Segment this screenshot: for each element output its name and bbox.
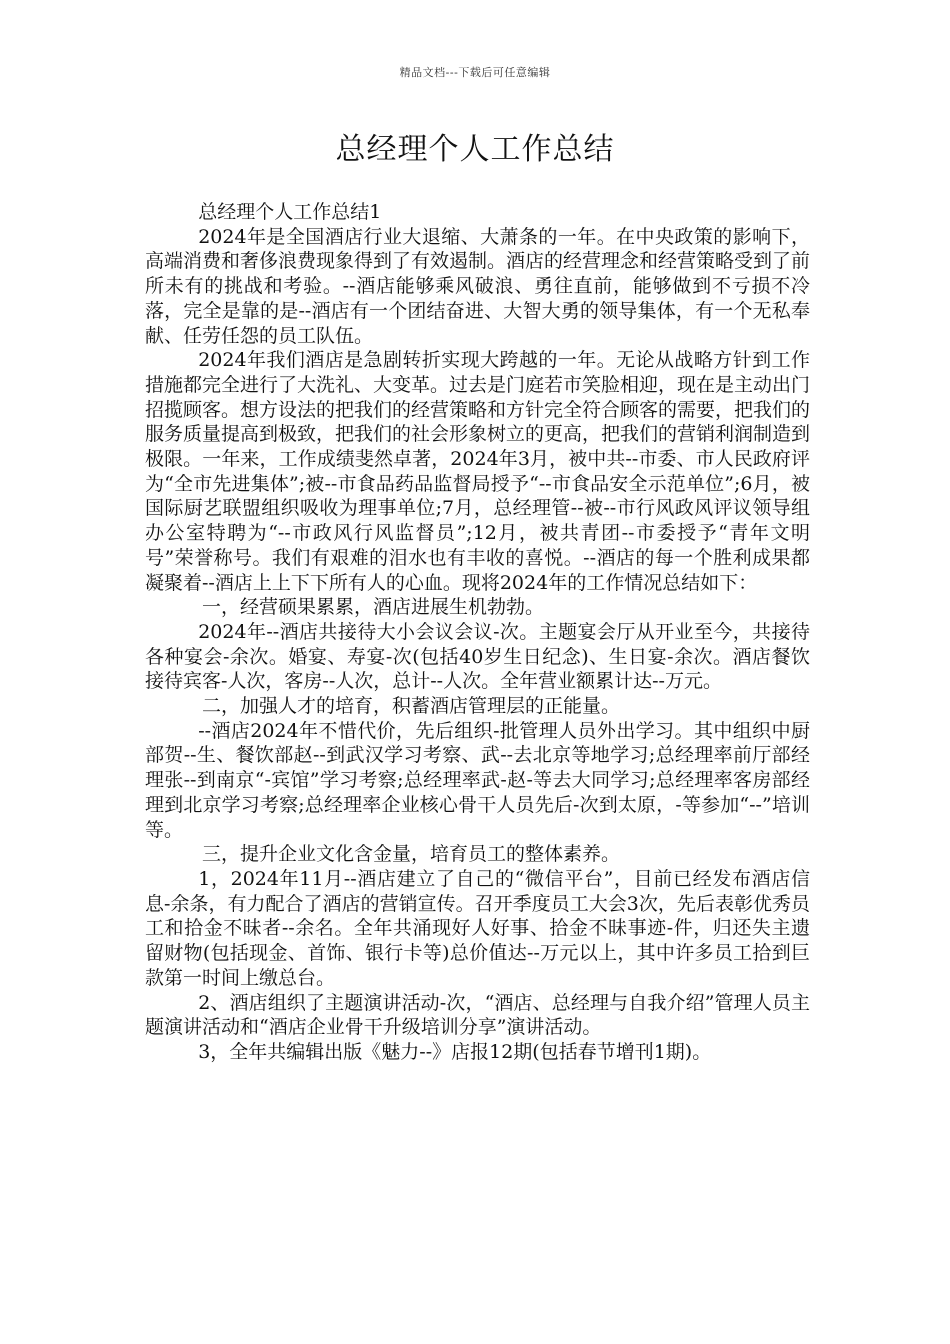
- body-paragraph: --酒店2024年不惜代价，先后组织-批管理人员外出学习。其中组织中厨部贺--生、餐饮部赵--到武汉学习考察、武--去北京等地学习;总经理率前厅部经理张--到南京“-宾馆”学习考察;总经理率武-赵-等去大同学习;总经理率客房部经理到北京学习考察;总经理率企业核心骨干人员先后-次到太原，-等参加“--”培训等。: [145, 719, 810, 841]
- body-paragraph: 2024年我们酒店是急剧转折实现大跨越的一年。无论从战略方针到工作措施都完全进行了大洗礼、大变革。过去是门庭若市笑脸相迎，现在是主动出门招揽顾客。想方设法的把我们的经营策略和方针完全符合顾客的需要，把我们的服务质量提高到极致，把我们的社会形象树立的更高，把我们的营销利润制造到极限。一年来，工作成绩斐然卓著，2024年3月，被中共--市委、市人民政府评为“全市先进集体”;被--市食品药品监督局授予“--市食品安全示范单位”;6月，被国际厨艺联盟组织吸收为理事单位;7月，总经理管--被--市行风政风评议领导组办公室特聘为“--市政风行风监督员”;12月，被共青团--市委授予“青年文明号”荣誉称号。我们有艰难的泪水也有丰收的喜悦。--酒店的每一个胜利成果都凝聚着--酒店上上下下所有人的心血。现将2024年的工作情况总结如下：: [145, 349, 811, 594]
- document-title: 总经理个人工作总结: [335, 132, 615, 167]
- sub-heading: 二，加强人才的培育，积蓄酒店管理层的正能量。: [202, 695, 621, 718]
- section-heading: 总经理个人工作总结1: [198, 201, 382, 223]
- document-body: [145, 200, 810, 1065]
- body-paragraph: 2024年--酒店共接待大小会议会议-次。主题宴会厅从开业至今，共接待各种宴会-余次。婚宴、寿宴-次(包括40岁生日纪念)、生日宴-余次。酒店餐饮接待宾客-人次，客房--人次，总计--人次。全年营业额累计达--万元。: [145, 620, 810, 693]
- page-header-note: 精品文档---下载后可任意编辑: [399, 66, 551, 79]
- sub-heading: 一，经营硕果累累，酒店进展生机勃勃。: [202, 596, 545, 619]
- body-paragraph: 2024年是全国酒店行业大退缩、大萧条的一年。在中央政策的影响下，高端消费和奢侈浪费现象得到了有效遏制。酒店的经营理念和经营策略受到了前所未有的挑战和考验。--酒店能够乘风破浪、勇往直前，能够做到不亏损不冷落，完全是靠的是--酒店有一个团结奋进、大智大勇的领导集体，有一个无私奉献、任劳任怨的员工队伍。: [145, 225, 811, 347]
- body-paragraph: 1，2024年11月--酒店建立了自己的“微信平台”，目前已经发布酒店信息-余条，有力配合了酒店的营销宣传。召开季度员工大会3次，先后表彰优秀员工和拾金不昧者--余名。全年共涌现好人好事、拾金不昧事迹-件，归还失主遗留财物(包括现金、首饰、银行卡等)总价值达--万元以上，其中许多员工拾到巨款第一时间上缴总台。: [145, 867, 810, 989]
- body-paragraph: 3，全年共编辑出版《魅力--》店报12期(包括春节增刊1期)。: [198, 1040, 712, 1063]
- body-paragraph: 2、酒店组织了主题演讲活动-次，“酒店、总经理与自我介绍”管理人员主题演讲活动和“酒店企业骨干升级培训分享”演讲活动。: [145, 991, 810, 1039]
- sub-heading: 三，提升企业文化含金量，培育员工的整体素养。: [202, 843, 621, 866]
